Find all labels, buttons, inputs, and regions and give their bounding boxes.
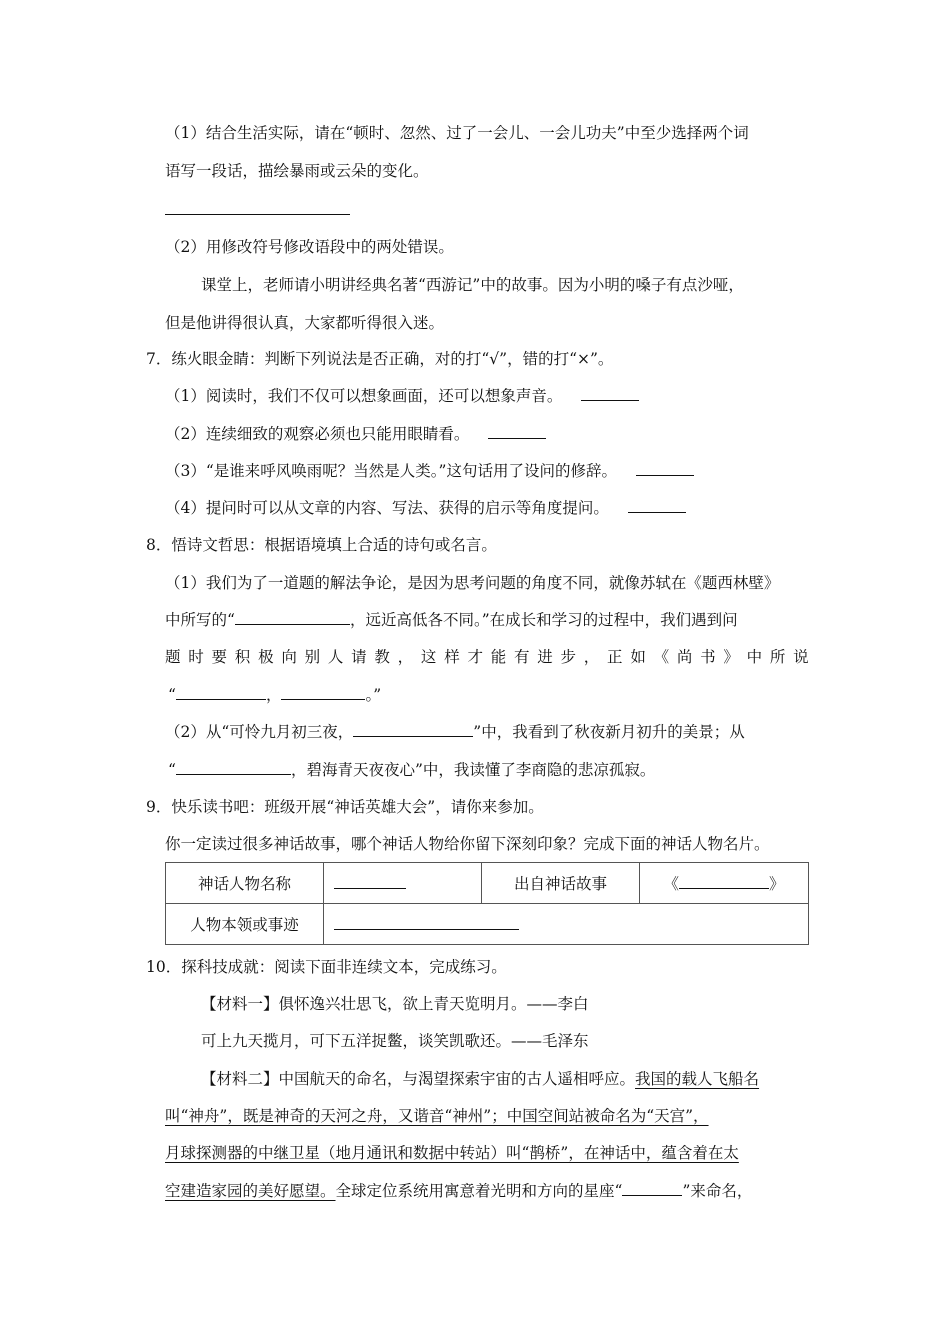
q10-title: 10．探科技成就：阅读下面非连续文本，完成练习。 xyxy=(146,958,507,976)
material1-libai: 俱怀逸兴壮思飞，欲上青天览明月。——李白 xyxy=(278,995,589,1013)
q7-item-3-blank[interactable] xyxy=(636,461,694,476)
q7-item-1-text: （1）阅读时，我们不仅可以想象画面，还可以想象声音。 xyxy=(165,387,563,405)
material2-gps-text: 全球定位系统用寓意着光明和方向的星座“ xyxy=(335,1182,623,1200)
q8-char: 题 xyxy=(165,648,181,666)
q8-char: 说 xyxy=(793,648,809,666)
q8-char: 请 xyxy=(351,648,367,666)
material2-underlined-end: 空建造家园的美好愿望。 xyxy=(165,1182,336,1200)
material2-label: 【材料二】 xyxy=(201,1070,279,1088)
deeds-answer-cell[interactable] xyxy=(324,904,809,945)
q8-part1-line2-start: 中所写的“ xyxy=(165,611,235,629)
q6-answer-line[interactable] xyxy=(165,214,350,215)
q10-material2-line3: 月球探测器的中继卫星（地月通讯和数据中转站）叫“鹊桥”，在神话中，蕴含着在太 xyxy=(165,1144,739,1162)
q8-blank-jiuyue[interactable] xyxy=(353,722,473,737)
q8-char: 能 xyxy=(490,648,507,666)
q8-char: 这 xyxy=(420,648,437,666)
q8-quote-close: 。” xyxy=(365,686,382,704)
q6-passage-line1: 课堂上，老师请小明讲经典名著“西游记”中的故事。因为小明的嗓子有点沙哑， xyxy=(201,276,744,294)
q8-char: ， xyxy=(397,648,414,666)
q7-item-2-blank[interactable] xyxy=(488,424,546,439)
q10-material2-line4 xyxy=(165,1180,752,1202)
q8-char: 人 xyxy=(327,648,344,666)
book-close: 》 xyxy=(769,875,785,893)
q8-quote-open: “ xyxy=(168,686,176,704)
q8-title: 8．悟诗文哲思：根据语境填上合适的诗句或名言。 xyxy=(146,536,497,554)
q8-char: 书 xyxy=(700,648,716,666)
q7-item-2 xyxy=(165,423,546,445)
q8-char: 要 xyxy=(211,648,228,666)
q8-blank-tixilinbi[interactable] xyxy=(235,610,350,625)
q8-blank-changge[interactable] xyxy=(176,760,291,775)
material1-label: 【材料一】 xyxy=(201,995,279,1013)
q8-char: 《 xyxy=(653,648,670,666)
q8-char: 时 xyxy=(188,648,204,666)
q8-part2-line1-start: （2）从“可怜九月初三夜， xyxy=(165,723,354,741)
q8-char: 步 xyxy=(560,648,577,666)
story-blank[interactable] xyxy=(679,874,769,889)
q8-char: 别 xyxy=(304,648,321,666)
q9-title: 9．快乐读书吧：班级开展“神话英雄大会”，请你来参加。 xyxy=(146,798,544,816)
q8-char: ， xyxy=(583,648,600,666)
constellation-blank[interactable] xyxy=(622,1181,682,1196)
story-label-cell: 出自神话故事 xyxy=(482,863,640,904)
q7-item-4-blank[interactable] xyxy=(628,498,686,513)
q8-blank-shangshu-1[interactable] xyxy=(176,685,266,700)
q8-comma: ， xyxy=(265,686,282,704)
name-label-cell: 神话人物名称 xyxy=(166,863,324,904)
material2-gps-end: ”来命名， xyxy=(682,1182,753,1200)
q7-item-1 xyxy=(165,385,639,407)
q8-part1-line2 xyxy=(165,609,738,631)
q8-part1-line3 xyxy=(165,646,809,668)
q7-item-1-blank[interactable] xyxy=(581,386,639,401)
q7-item-4 xyxy=(165,497,686,519)
deeds-label-cell: 人物本领或事迹 xyxy=(166,904,324,945)
q6-part1-line1: （1）结合生活实际，请在“顿时、忽然、过了一会儿、一会儿功夫”中至少选择两个词 xyxy=(165,124,749,142)
q8-part2-line1-end: ”中，我看到了秋夜新月初升的美景；从 xyxy=(473,723,745,741)
q10-material2-line1 xyxy=(201,1068,759,1090)
myth-character-card xyxy=(165,862,809,945)
q8-char: 所 xyxy=(769,648,786,666)
q8-char: 极 xyxy=(258,648,274,666)
q8-part2-line2 xyxy=(168,759,655,781)
q8-char: 有 xyxy=(513,648,530,666)
q9-intro: 你一定读过很多神话故事，哪个神话人物给你留下深刻印象？完成下面的神话人物名片。 xyxy=(165,835,770,853)
q7-item-3 xyxy=(165,460,694,482)
q8-part2-line2-end: ，碧海青天夜夜心”中，我读懂了李商隐的悲凉孤寂。 xyxy=(290,761,656,779)
q8-char: 积 xyxy=(234,648,251,666)
q10-material2-line2: 叫“神舟”，既是神奇的天河之舟，又谐音“神州”；中国空间站被命名为“天宫”， xyxy=(165,1107,709,1125)
q8-part1-line4 xyxy=(168,684,381,706)
q6-passage-line2: 但是他讲得很认真，大家都听得很入迷。 xyxy=(165,314,445,332)
q8-part1-line1: （1）我们为了一道题的解法争论，是因为思考问题的角度不同，就像苏轼在《题西林壁》 xyxy=(165,574,780,592)
q6-part1-line2: 语写一段话，描绘暴雨或云朵的变化。 xyxy=(165,162,429,180)
q8-char: 》 xyxy=(723,648,739,666)
q8-char: 教 xyxy=(374,648,390,666)
q8-char: 如 xyxy=(630,648,646,666)
q8-blank-shangshu-2[interactable] xyxy=(281,685,365,700)
name-answer-cell[interactable] xyxy=(324,863,482,904)
material2-underlined-start: 我国的载人飞船名 xyxy=(635,1070,760,1088)
q8-char: 进 xyxy=(537,648,553,666)
q7-item-4-text: （4）提问时可以从文章的内容、写法、获得的启示等角度提问。 xyxy=(165,499,609,517)
q8-quote-open-2: “ xyxy=(168,761,176,779)
q8-char: 才 xyxy=(467,648,483,666)
q8-char: 中 xyxy=(746,648,763,666)
name-blank[interactable] xyxy=(334,874,406,889)
story-answer-cell[interactable] xyxy=(640,863,809,904)
q6-part2: （2）用修改符号修改语段中的两处错误。 xyxy=(165,238,454,256)
book-open: 《 xyxy=(663,875,679,893)
q8-char: 向 xyxy=(281,648,297,666)
material2-intro: 中国航天的命名，与渴望探索宇宙的古人遥相呼应。 xyxy=(278,1070,636,1088)
q8-part1-line2-end: ，远近高低各不同。”在成长和学习的过程中，我们遇到问 xyxy=(349,611,738,629)
q10-material1-line2: 可上九天揽月，可下五洋捉鳖，谈笑凯歌还。——毛泽东 xyxy=(201,1032,589,1050)
q7-item-2-text: （2）连续细致的观察必须也只能用眼睛看。 xyxy=(165,425,470,443)
q8-char: 正 xyxy=(607,648,623,666)
q7-item-3-text: （3）“是谁来呼风唤雨呢？当然是人类。”这句话用了设问的修辞。 xyxy=(165,462,617,480)
q8-char: 尚 xyxy=(676,648,693,666)
q8-part2-line1 xyxy=(165,721,745,743)
q8-char: 样 xyxy=(444,648,460,666)
q7-title: 7．练火眼金睛：判断下列说法是否正确，对的打“√”，错的打“×”。 xyxy=(146,350,614,368)
deeds-blank[interactable] xyxy=(334,915,519,930)
q10-material1-line1 xyxy=(201,993,589,1015)
